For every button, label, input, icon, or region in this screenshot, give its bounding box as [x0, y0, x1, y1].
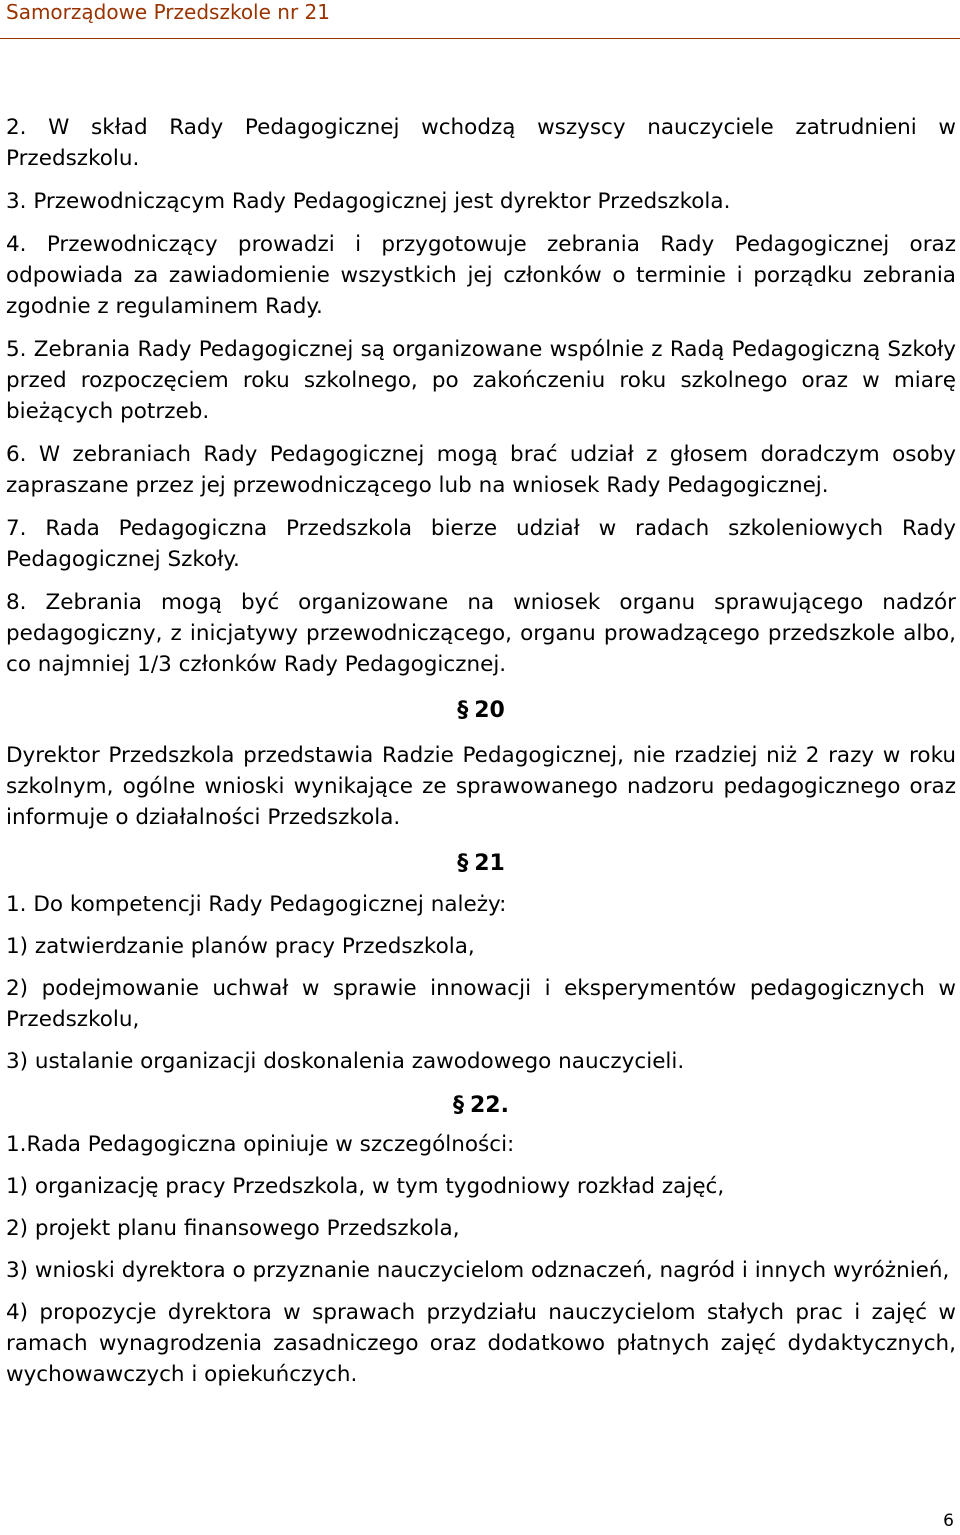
paragraph-7: 7. Rada Pedagogiczna Przedszkola bierze udział w radach szkoleniowych Rady Pedagogicznej Szkoły. — [6, 516, 956, 572]
paragraph-2: 2. W skład Rady Pedagogicznej wchodzą wszyscy nauczyciele zatrudnieni w Przedszkolu. — [6, 115, 956, 171]
paragraph-4: 4. Przewodniczący prowadzi i przygotowuje zebrania Rady Pedagogicznej oraz odpowiada za zawiadomienie wszystkich jej członków o terminie i porządku zebrania zgodnie z regulaminem Rady. — [6, 232, 956, 319]
header-divider — [0, 38, 960, 39]
section-21-heading — [6, 849, 956, 879]
list-item: 1) zatwierdzanie planów pracy Przedszkola, — [6, 934, 475, 959]
section-20-heading — [6, 696, 956, 726]
list-item: 4) propozycje dyrektora w sprawach przydziału nauczycielom stałych prac i zajęć w ramach wynagrodzenia zasadniczego oraz dodatkowo płatnych zajęć dydaktycznych, wychowawczych i opiekuńczych. — [6, 1300, 956, 1387]
list-item: 2) projekt planu finansowego Przedszkola, — [6, 1216, 460, 1241]
list-item: 1) organizację pracy Przedszkola, w tym tygodniowy rozkład zajęć, — [6, 1174, 725, 1199]
paragraph-6: 6. W zebraniach Rady Pedagogicznej mogą brać udział z głosem doradczym osoby zapraszane przez jej przewodniczącego lub na wniosek Rady Pedagogicznej. — [6, 442, 956, 498]
document-body — [6, 112, 956, 1390]
list-item: 3) ustalanie organizacji doskonalenia zawodowego nauczycieli. — [6, 1049, 685, 1074]
section-sign: § — [453, 1093, 464, 1118]
section-22-intro: 1.Rada Pedagogiczna opiniuje w szczególności: — [6, 1132, 515, 1157]
list-item: 3) wnioski dyrektora o przyznanie nauczycielom odznaczeń, nagród i innych wyróżnień, — [6, 1258, 950, 1283]
section-number: 20 — [474, 698, 505, 723]
page-number: 6 — [943, 1511, 954, 1531]
section-sign: § — [457, 698, 469, 723]
document-header: Samorządowe Przedszkole nr 21 — [6, 0, 330, 24]
list-item: 2) podejmowanie uchwał w sprawie innowacji i eksperymentów pedagogicznych w Przedszkolu, — [6, 976, 956, 1032]
paragraph-5: 5. Zebrania Rady Pedagogicznej są organizowane wspólnie z Radą Pedagogiczną Szkoły przed rozpoczęciem roku szkolnego, po zakończeniu roku szkolnego oraz w miarę bieżących potrzeb. — [6, 337, 956, 424]
section-20-text: Dyrektor Przedszkola przedstawia Radzie Pedagogicznej, nie rzadziej niż 2 razy w roku szkolnym, ogólne wnioski wynikające ze sprawowanego nadzoru pedagogicznego oraz informuje o działalności Przedszkola. — [6, 743, 956, 830]
paragraph-3: 3. Przewodniczącym Rady Pedagogicznej jest dyrektor Przedszkola. — [6, 189, 731, 214]
section-22-heading — [6, 1091, 956, 1121]
section-number: 21 — [474, 851, 505, 876]
section-21-intro: 1. Do kompetencji Rady Pedagogicznej należy: — [6, 892, 507, 917]
paragraph-8: 8. Zebrania mogą być organizowane na wniosek organu sprawującego nadzór pedagogiczny, z inicjatywy przewodniczącego, organu prowadzącego przedszkole albo, co najmniej 1/3 członków Rady Pedagogicznej. — [6, 590, 956, 677]
section-sign: § — [457, 851, 469, 876]
section-number: 22. — [470, 1093, 509, 1118]
